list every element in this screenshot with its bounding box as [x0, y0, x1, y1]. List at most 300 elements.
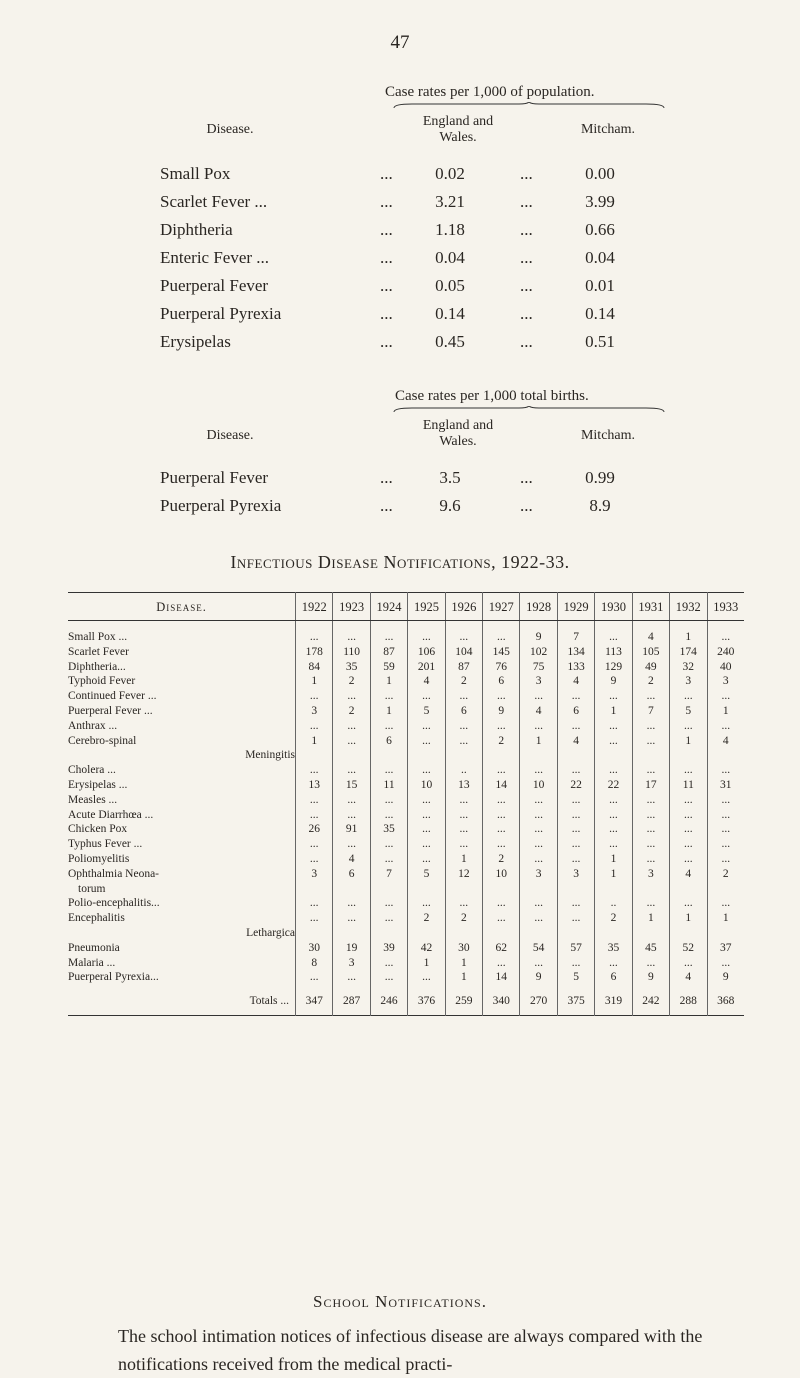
- column-header-england-wales: England and Wales.: [422, 418, 494, 449]
- notification-count: ...: [445, 896, 482, 911]
- disease-label: [68, 778, 296, 793]
- england-wales-rate: 0.45: [435, 332, 465, 351]
- notification-count: ...: [707, 793, 744, 808]
- leader-dots: ...: [520, 164, 533, 183]
- notification-count: 1: [296, 734, 333, 764]
- notification-count: 2: [333, 674, 370, 689]
- notification-count: ...: [296, 621, 333, 645]
- leader-dots: ...: [520, 248, 533, 267]
- notification-count: ...: [483, 793, 520, 808]
- disease-name: Typhoid Fever: [68, 675, 136, 688]
- notification-count: ...: [707, 763, 744, 778]
- notification-count: 84: [296, 660, 333, 675]
- mitcham-rate: 0.99: [585, 468, 615, 487]
- total-count: 246: [370, 985, 407, 1015]
- notification-count: 4: [707, 734, 744, 764]
- total-count: 347: [296, 985, 333, 1015]
- rate-row: [160, 332, 660, 360]
- column-header-disease: Disease.: [206, 122, 254, 137]
- notification-count: 1: [707, 911, 744, 941]
- england-wales-rate: 0.14: [435, 304, 465, 323]
- notification-count: 17: [632, 778, 669, 793]
- notification-count: 3: [520, 674, 557, 689]
- notification-count: ...: [670, 837, 707, 852]
- school-notifications-text: The school intimation notices of infectious disease are always compared with the notifications received from the medical practi-: [118, 1326, 703, 1374]
- table-row: [68, 719, 744, 734]
- column-header-year: 1930: [595, 593, 632, 621]
- notification-count: 1: [370, 674, 407, 689]
- disease-label: [68, 896, 296, 911]
- disease-name: Puerperal Pyrexia: [160, 304, 282, 323]
- notification-count: 3: [296, 704, 333, 719]
- column-header-year: 1932: [670, 593, 707, 621]
- notification-count: 2: [595, 911, 632, 941]
- mitcham-rate: 0.66: [585, 220, 615, 239]
- notification-count: 32: [670, 660, 707, 675]
- notification-count: ...: [707, 719, 744, 734]
- leader-dots: ...: [520, 304, 533, 323]
- notification-count: 2: [408, 911, 445, 941]
- notification-count: ...: [632, 837, 669, 852]
- notification-count: 105: [632, 645, 669, 660]
- notification-count: ...: [520, 822, 557, 837]
- notification-count: 22: [595, 778, 632, 793]
- notification-count: ...: [370, 837, 407, 852]
- notifications-body: [68, 621, 744, 1016]
- notification-count: 91: [333, 822, 370, 837]
- disease-name-continued: Meningitis: [245, 749, 296, 762]
- table-row: [68, 763, 744, 778]
- notification-count: ...: [296, 808, 333, 823]
- england-wales-rate: 9.6: [439, 496, 461, 515]
- disease-label: [68, 941, 296, 956]
- disease-name: Puerperal Fever: [160, 468, 269, 487]
- notification-count: ...: [370, 896, 407, 911]
- notification-count: 5: [670, 704, 707, 719]
- notification-count: 30: [445, 941, 482, 956]
- notification-count: ...: [670, 896, 707, 911]
- notification-count: ...: [408, 621, 445, 645]
- notification-count: ...: [445, 689, 482, 704]
- notification-count: ...: [595, 719, 632, 734]
- notification-count: ...: [370, 956, 407, 971]
- notification-count: 45: [632, 941, 669, 956]
- notification-count: 2: [333, 704, 370, 719]
- notification-count: 4: [670, 970, 707, 985]
- notification-count: 35: [370, 822, 407, 837]
- notification-count: ...: [595, 763, 632, 778]
- disease-name: Scarlet Fever ...: [160, 192, 268, 211]
- notification-count: 26: [296, 822, 333, 837]
- notification-count: 49: [632, 660, 669, 675]
- column-header-england-wales: England and Wales.: [422, 114, 494, 145]
- notification-count: 5: [408, 867, 445, 897]
- disease-label: [68, 837, 296, 852]
- table-row: [68, 793, 744, 808]
- notification-count: ...: [707, 896, 744, 911]
- notification-count: 106: [408, 645, 445, 660]
- notification-count: ...: [632, 822, 669, 837]
- notification-count: 57: [557, 941, 594, 956]
- notification-count: ...: [595, 808, 632, 823]
- leader-dots: ...: [380, 276, 393, 295]
- notification-count: 4: [333, 852, 370, 867]
- notification-count: ..: [595, 896, 632, 911]
- notification-count: ...: [445, 793, 482, 808]
- notification-count: 9: [483, 704, 520, 719]
- notification-count: ...: [557, 911, 594, 941]
- notification-count: 4: [557, 674, 594, 689]
- mitcham-rate: 0.51: [585, 332, 615, 351]
- notification-count: 3: [520, 867, 557, 897]
- notification-count: 134: [557, 645, 594, 660]
- notification-count: ...: [557, 852, 594, 867]
- notification-count: 113: [595, 645, 632, 660]
- notification-count: ...: [595, 956, 632, 971]
- notification-count: 5: [557, 970, 594, 985]
- rate-row: [160, 496, 660, 524]
- disease-name: Puerperal Pyrexia...: [68, 971, 159, 984]
- england-wales-rate: 0.02: [435, 164, 465, 183]
- disease-name: Small Pox: [160, 164, 231, 183]
- notification-count: 129: [595, 660, 632, 675]
- mitcham-rate: 8.9: [589, 496, 611, 515]
- disease-label: [68, 763, 296, 778]
- column-header-disease: Disease.: [206, 428, 254, 443]
- england-wales-rate: 0.05: [435, 276, 465, 295]
- england-wales-rate: 0.04: [435, 248, 465, 267]
- notification-count: ...: [483, 911, 520, 941]
- school-notifications-title: School Notifications.: [313, 1292, 487, 1311]
- column-header-year: 1922: [296, 593, 333, 621]
- notification-count: 13: [296, 778, 333, 793]
- notification-count: ...: [557, 763, 594, 778]
- notification-count: 1: [670, 621, 707, 645]
- notification-count: 2: [707, 867, 744, 897]
- notification-count: 11: [370, 778, 407, 793]
- disease-label: [68, 719, 296, 734]
- notification-count: ...: [483, 822, 520, 837]
- disease-label: [68, 956, 296, 971]
- leader-dots: ...: [520, 468, 533, 487]
- notification-count: 1: [296, 674, 333, 689]
- notification-count: ...: [520, 896, 557, 911]
- notification-count: 1: [595, 852, 632, 867]
- notification-count: ...: [557, 896, 594, 911]
- notification-count: 4: [632, 621, 669, 645]
- notification-count: ...: [296, 793, 333, 808]
- disease-label: [68, 822, 296, 837]
- disease-name: Diphtheria: [160, 220, 233, 239]
- notification-count: ...: [632, 956, 669, 971]
- notification-count: ...: [632, 808, 669, 823]
- column-header-year: 1931: [632, 593, 669, 621]
- notification-count: ...: [520, 763, 557, 778]
- notification-count: 145: [483, 645, 520, 660]
- notification-count: ...: [296, 689, 333, 704]
- notification-count: ...: [557, 793, 594, 808]
- notification-count: ...: [370, 808, 407, 823]
- notification-count: 1: [595, 867, 632, 897]
- notification-count: ...: [483, 896, 520, 911]
- notification-count: 30: [296, 941, 333, 956]
- disease-label: [68, 621, 296, 645]
- notification-count: 6: [370, 734, 407, 764]
- disease-label: [68, 704, 296, 719]
- notification-count: ...: [670, 808, 707, 823]
- disease-label: [68, 867, 296, 897]
- disease-name: Encephalitis: [68, 912, 125, 925]
- rate-row: [160, 248, 660, 276]
- notification-count: 6: [595, 970, 632, 985]
- leader-dots: ...: [520, 192, 533, 211]
- column-header-mitcham: Mitcham.: [580, 428, 636, 443]
- notification-count: 12: [445, 867, 482, 897]
- disease-name: Scarlet Fever: [68, 645, 129, 658]
- table-row: [68, 734, 744, 764]
- disease-name: Enteric Fever ...: [160, 248, 270, 267]
- total-count: 287: [333, 985, 370, 1015]
- notification-count: ...: [595, 793, 632, 808]
- table-row: [68, 704, 744, 719]
- total-count: 368: [707, 985, 744, 1015]
- disease-name: Puerperal Fever ...: [68, 704, 153, 717]
- column-header-year: 1926: [445, 593, 482, 621]
- table-row: [68, 808, 744, 823]
- notification-count: ...: [632, 719, 669, 734]
- notification-count: 9: [520, 970, 557, 985]
- total-count: 340: [483, 985, 520, 1015]
- notification-count: ...: [445, 808, 482, 823]
- notification-count: ...: [670, 852, 707, 867]
- total-count: 242: [632, 985, 669, 1015]
- disease-label: [68, 660, 296, 675]
- notification-count: 15: [333, 778, 370, 793]
- notification-count: 31: [707, 778, 744, 793]
- disease-label: [68, 808, 296, 823]
- notification-count: ...: [707, 808, 744, 823]
- notification-count: ...: [707, 689, 744, 704]
- notification-count: 10: [483, 867, 520, 897]
- leader-dots: ...: [520, 220, 533, 239]
- table-row: [68, 645, 744, 660]
- notification-count: ...: [370, 621, 407, 645]
- notification-count: ...: [632, 689, 669, 704]
- disease-name: Puerperal Fever: [160, 276, 269, 295]
- notification-count: ...: [445, 719, 482, 734]
- notification-count: 1: [445, 852, 482, 867]
- table-row: [68, 896, 744, 911]
- total-count: 288: [670, 985, 707, 1015]
- notification-count: 4: [520, 704, 557, 719]
- notification-count: 76: [483, 660, 520, 675]
- notification-count: ...: [632, 793, 669, 808]
- england-wales-rate: 3.21: [435, 192, 465, 211]
- notification-count: 104: [445, 645, 482, 660]
- table-row: [68, 970, 744, 985]
- disease-label: [68, 970, 296, 985]
- notification-count: 3: [333, 956, 370, 971]
- notification-count: 1: [445, 970, 482, 985]
- notification-count: 59: [370, 660, 407, 675]
- notification-count: 6: [483, 674, 520, 689]
- notification-count: 54: [520, 941, 557, 956]
- disease-name: Cerebro-spinal: [68, 734, 137, 747]
- notification-count: ...: [333, 621, 370, 645]
- notification-count: 22: [557, 778, 594, 793]
- disease-name: Polio-encephalitis...: [68, 897, 160, 910]
- notification-count: ...: [408, 822, 445, 837]
- notification-count: ...: [483, 621, 520, 645]
- notification-count: 2: [632, 674, 669, 689]
- notification-count: ...: [333, 719, 370, 734]
- disease-name: Poliomyelitis: [68, 852, 130, 865]
- column-header-disease: Disease.: [68, 593, 296, 621]
- notification-count: ...: [595, 689, 632, 704]
- brace-icon: [392, 102, 666, 112]
- table-row: [68, 837, 744, 852]
- notification-count: 14: [483, 778, 520, 793]
- notification-count: 42: [408, 941, 445, 956]
- notification-count: 1: [670, 734, 707, 764]
- notification-count: ...: [333, 763, 370, 778]
- notification-count: ...: [408, 734, 445, 764]
- table-row: [68, 911, 744, 941]
- notification-count: ...: [333, 837, 370, 852]
- notification-count: ...: [632, 852, 669, 867]
- table-row: [68, 956, 744, 971]
- notification-count: ...: [333, 896, 370, 911]
- table-header-row: [68, 593, 744, 621]
- population-rates-caption: Case rates per 1,000 of population.: [385, 84, 595, 100]
- notification-count: ...: [333, 734, 370, 764]
- totals-row: [68, 985, 744, 1015]
- notification-count: ...: [483, 719, 520, 734]
- disease-label: [68, 645, 296, 660]
- notification-count: ...: [520, 956, 557, 971]
- notification-count: ...: [520, 793, 557, 808]
- notification-count: ...: [333, 970, 370, 985]
- notification-count: ...: [408, 793, 445, 808]
- column-header-year: 1925: [408, 593, 445, 621]
- rate-row: [160, 220, 660, 248]
- notification-count: 10: [408, 778, 445, 793]
- notification-count: ...: [670, 822, 707, 837]
- notification-count: 1: [370, 704, 407, 719]
- notification-count: 1: [445, 956, 482, 971]
- notification-count: ...: [483, 808, 520, 823]
- notification-count: 1: [707, 704, 744, 719]
- table-row: [68, 778, 744, 793]
- notification-count: 13: [445, 778, 482, 793]
- notification-count: ...: [370, 852, 407, 867]
- disease-label: [68, 734, 296, 764]
- column-header-year: 1924: [370, 593, 407, 621]
- column-header-year: 1923: [333, 593, 370, 621]
- notification-count: 174: [670, 645, 707, 660]
- notification-count: ...: [408, 689, 445, 704]
- notification-count: ...: [370, 970, 407, 985]
- leader-dots: ...: [520, 276, 533, 295]
- mitcham-rate: 0.14: [585, 304, 615, 323]
- column-header-year: 1928: [520, 593, 557, 621]
- notification-count: ...: [707, 852, 744, 867]
- disease-name: Anthrax ...: [68, 719, 118, 732]
- leader-dots: ...: [380, 496, 393, 515]
- notification-count: ...: [370, 719, 407, 734]
- leader-dots: ...: [380, 220, 393, 239]
- notification-count: 1: [632, 911, 669, 941]
- notification-count: ...: [333, 793, 370, 808]
- totals-label: Totals ...: [249, 995, 290, 1008]
- disease-label: [68, 852, 296, 867]
- notification-count: 6: [557, 704, 594, 719]
- notification-count: 75: [520, 660, 557, 675]
- notification-count: 3: [557, 867, 594, 897]
- notification-count: ...: [296, 896, 333, 911]
- notification-count: ...: [483, 837, 520, 852]
- mitcham-rate: 3.99: [585, 192, 615, 211]
- notification-count: ...: [670, 689, 707, 704]
- notification-count: ..: [445, 763, 482, 778]
- disease-name: Small Pox ...: [68, 631, 128, 643]
- rate-row: [160, 164, 660, 192]
- disease-name: Malaria ...: [68, 956, 116, 969]
- notification-count: ...: [557, 956, 594, 971]
- notification-count: ...: [370, 793, 407, 808]
- notification-count: ...: [296, 719, 333, 734]
- leader-dots: ...: [520, 496, 533, 515]
- disease-name: Acute Diarrhœa ...: [68, 808, 154, 821]
- total-count: 375: [557, 985, 594, 1015]
- notification-count: ...: [296, 837, 333, 852]
- notification-count: 8: [296, 956, 333, 971]
- notification-count: 102: [520, 645, 557, 660]
- mitcham-rate: 0.04: [585, 248, 615, 267]
- notification-count: ...: [520, 719, 557, 734]
- disease-name: Typhus Fever ...: [68, 838, 143, 851]
- table-row: [68, 689, 744, 704]
- notifications-title: Infectious Disease Notifications, 1922-33.: [230, 552, 570, 572]
- rate-row: [160, 276, 660, 304]
- disease-name-continued: torum: [78, 882, 106, 895]
- notification-count: ...: [670, 719, 707, 734]
- notification-count: 3: [707, 674, 744, 689]
- notification-count: 4: [557, 734, 594, 764]
- notification-count: ...: [520, 837, 557, 852]
- birth-rates-caption: Case rates per 1,000 total births.: [395, 388, 589, 404]
- notification-count: 240: [707, 645, 744, 660]
- notification-count: 7: [557, 621, 594, 645]
- notification-count: ...: [520, 852, 557, 867]
- notifications-table: [68, 592, 744, 1016]
- table-row: [68, 621, 744, 645]
- notification-count: 37: [707, 941, 744, 956]
- notification-count: ...: [296, 852, 333, 867]
- notification-count: ...: [370, 763, 407, 778]
- disease-name: Measles ...: [68, 793, 118, 806]
- leader-dots: ...: [380, 164, 393, 183]
- leader-dots: ...: [380, 304, 393, 323]
- brace-icon: [392, 406, 666, 416]
- notification-count: ...: [333, 689, 370, 704]
- notification-count: ...: [483, 763, 520, 778]
- notification-count: ...: [595, 837, 632, 852]
- disease-name: Pneumonia: [68, 941, 120, 954]
- table-row: [68, 660, 744, 675]
- disease-name: Cholera ...: [68, 764, 116, 777]
- notification-count: ...: [557, 837, 594, 852]
